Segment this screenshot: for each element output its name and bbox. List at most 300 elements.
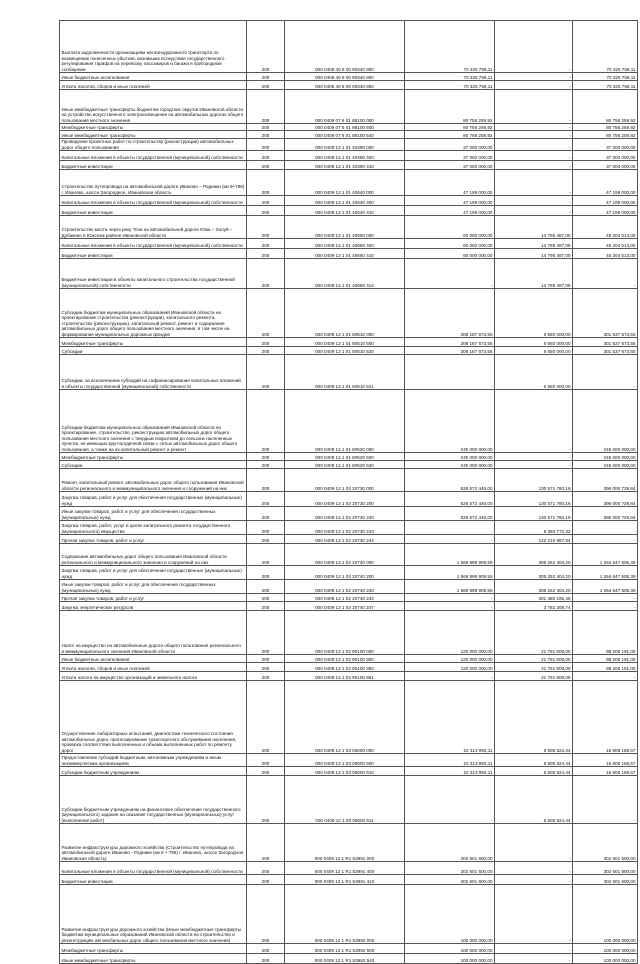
row-approved-cell: 47 199 000,00: [405, 206, 495, 216]
row-name-cell: Иные межбюджетные трансферты бюджетам городских округов Ивановской области на устройство искусственного электроосвещения на автомобильных дорогах общего пользования местного значения: [60, 90, 247, 124]
row-executed-cell: -: [495, 453, 573, 461]
row-remaining-cell: 301 537 673,55: [573, 338, 638, 347]
row-name-cell: Строительство моста через реку Теза на автомобильной дороге Южа – Холуй – Дубакино в Южском районе Ивановской области: [60, 216, 247, 239]
row-approved-cell: 120 000 000,00: [405, 663, 495, 672]
row-code-cell: 200: [247, 73, 285, 81]
row-code-cell: 200: [247, 355, 285, 390]
row-classification-cell: 000 0409 12 1 02 90100 000: [285, 611, 405, 655]
row-classification-cell: 000 0409 12 1 01 40640 400: [285, 196, 405, 206]
row-approved-cell: 1 569 899 909,59: [405, 566, 495, 580]
row-remaining-cell: 98 208 191,00: [573, 663, 638, 672]
table-row: [60, 239, 638, 249]
row-approved-cell: 37 000 000,00: [405, 151, 495, 161]
row-executed-cell: 21 791 809,00: [495, 672, 573, 681]
row-remaining-cell: 1 264 647 505,39: [573, 566, 638, 580]
row-remaining-cell: 100 000 000,00: [573, 944, 638, 954]
row-code-cell: 200: [247, 580, 285, 594]
row-executed-cell: 301 480 195,46: [495, 594, 573, 602]
row-name-cell: Субсидии, за исключением субсидий на софинансирование капитальных вложений в объекты государственной (муниципальной) собственности: [60, 355, 247, 390]
table-row: [60, 249, 638, 259]
row-classification-cell: 000 0409 12 1 02 20730 000: [285, 469, 405, 492]
row-approved-cell: 22 313 993,11: [405, 767, 495, 776]
row-name-cell: Проведение проектных работ по строительству (реконструкции) автомобильных дорог общего пользования: [60, 139, 247, 151]
row-executed-cell: -: [495, 862, 573, 875]
row-classification-cell: 000 0409 12 1 01 80510 000: [285, 289, 405, 338]
row-approved-cell: 37 000 000,00: [405, 161, 495, 170]
row-executed-cell: 14 795 487,00: [495, 239, 573, 249]
row-name-cell: Субсидии: [60, 461, 247, 469]
row-executed-cell: -: [495, 90, 573, 124]
row-name-cell: Капитальные вложения в объекты государственной (муниципальной) собственности: [60, 862, 247, 875]
row-classification-cell: 000 0409 12 1 03 06600 611: [285, 776, 405, 824]
table-row: [60, 461, 638, 469]
table-row: [60, 672, 638, 681]
row-code-cell: 200: [247, 170, 285, 196]
row-executed-cell: -: [495, 73, 573, 81]
row-remaining-cell: 37 000 000,00: [573, 139, 638, 151]
table-row: [60, 875, 638, 885]
table-row: [60, 521, 638, 535]
row-code-cell: 200: [247, 131, 285, 139]
row-remaining-cell: 70 325 758,11: [573, 81, 638, 90]
row-name-cell: Бюджетные инвестиции: [60, 875, 247, 885]
row-executed-cell: -: [495, 21, 573, 73]
row-classification-cell: 000 0409 07 6 01 88100 000: [285, 90, 405, 124]
row-name-cell: Межбюджетные трансферты: [60, 124, 247, 131]
row-classification-cell: 000 0409 12 1 01 80520 000: [285, 390, 405, 453]
table-row: [60, 139, 638, 151]
row-code-cell: 200: [247, 594, 285, 602]
row-classification-cell: 000 0409 12 1 01 40640 410: [285, 206, 405, 216]
row-executed-cell: 6 650 000,00: [495, 338, 573, 347]
row-name-cell: Ремонт, капитальный ремонт автомобильных дорог общего пользования Ивановской области регионального и межмуниципального значения и сооружений на них: [60, 469, 247, 492]
row-executed-cell: 5 505 824,44: [495, 754, 573, 767]
row-approved-cell: 70 325 758,11: [405, 73, 495, 81]
row-classification-cell: 000 0408 40 9 00 90340 850: [285, 81, 405, 90]
row-approved-cell: -: [405, 355, 495, 390]
row-code-cell: 200: [247, 390, 285, 453]
row-code-cell: 200: [247, 681, 285, 754]
row-executed-cell: -: [495, 151, 573, 161]
table-row: [60, 954, 638, 964]
row-code-cell: 200: [247, 249, 285, 259]
row-classification-cell: 000 0409 12 1 01 80510 520: [285, 347, 405, 355]
row-name-cell: Закупка товаров, работ и услуг для обеспечения государственных (муниципальных) нужд: [60, 566, 247, 580]
row-executed-cell: -: [495, 944, 573, 954]
table-row: [60, 535, 638, 544]
row-code-cell: 200: [247, 521, 285, 535]
row-code-cell: 200: [247, 954, 285, 964]
table-row: [60, 21, 638, 73]
row-name-cell: Иные межбюджетные трансферты: [60, 131, 247, 139]
row-remaining-cell: 301 537 673,55: [573, 289, 638, 338]
row-approved-cell: 120 000 000,00: [405, 611, 495, 655]
row-classification-cell: 000 0409 12 1 R1 53992 540: [285, 954, 405, 964]
row-approved-cell: 308 187 673,55: [405, 338, 495, 347]
row-approved-cell: 120 000 000,00: [405, 655, 495, 663]
row-executed-cell: -: [495, 390, 573, 453]
row-remaining-cell: 100 000 000,00: [573, 885, 638, 944]
row-remaining-cell: -: [573, 535, 638, 544]
table-row: [60, 161, 638, 170]
row-remaining-cell: -: [573, 672, 638, 681]
row-name-cell: Содержание автомобильных дорог общего пользования Ивановской области регионального и межмуниципального значения и сооружений на них: [60, 544, 247, 566]
row-classification-cell: 000 0409 12 1 R1 53991 410: [285, 875, 405, 885]
row-remaining-cell: 396 000 729,84: [573, 507, 638, 521]
row-executed-cell: 5 505 824,44: [495, 767, 573, 776]
row-name-cell: Межбюджетные трансферты: [60, 453, 247, 461]
row-remaining-cell: 396 000 729,84: [573, 492, 638, 507]
row-executed-cell: -: [495, 461, 573, 469]
row-approved-cell: 22 313 993,11: [405, 754, 495, 767]
row-approved-cell: 245 000 000,00: [405, 453, 495, 461]
row-approved-cell: 60 000 000,00: [405, 239, 495, 249]
row-executed-cell: 6 650 000,00: [495, 289, 573, 338]
row-executed-cell: -: [495, 131, 573, 139]
row-name-cell: Выплата задолженности организациям железнодорожного транспорта по возмещению понесенных убытков, возникших вследствие государственного регулирования тарифов на перевозку пассажиров и багажа в пригородном сообщении: [60, 21, 247, 73]
row-remaining-cell: 245 000 000,00: [573, 453, 638, 461]
row-code-cell: 200: [247, 492, 285, 507]
row-name-cell: Бюджетные инвестиции: [60, 161, 247, 170]
table-row: [60, 124, 638, 131]
row-classification-cell: 000 0409 07 6 01 88100 500: [285, 124, 405, 131]
row-remaining-cell: -: [573, 521, 638, 535]
row-code-cell: 200: [247, 21, 285, 73]
row-executed-cell: 14 795 487,00: [495, 216, 573, 239]
row-code-cell: 200: [247, 672, 285, 681]
row-name-cell: Прочая закупка товаров, работ и услуг: [60, 594, 247, 602]
table-row: [60, 681, 638, 754]
row-classification-cell: 000 0409 12 1 02 20740 244: [285, 594, 405, 602]
row-classification-cell: 000 0409 07 6 01 88100 540: [285, 131, 405, 139]
table-row: [60, 81, 638, 90]
row-approved-cell: 47 199 000,00: [405, 196, 495, 206]
table-row: [60, 259, 638, 289]
row-approved-cell: 526 572 446,00: [405, 507, 495, 521]
row-executed-cell: -: [495, 81, 573, 90]
row-name-cell: Капитальные вложения в объекты государственной (муниципальной) собственности: [60, 196, 247, 206]
row-remaining-cell: -: [573, 602, 638, 611]
row-remaining-cell: 16 808 168,67: [573, 681, 638, 754]
table-row: [60, 776, 638, 824]
row-code-cell: 200: [247, 862, 285, 875]
row-approved-cell: 308 187 673,55: [405, 289, 495, 338]
row-executed-cell: 122 210 987,84: [495, 535, 573, 544]
table-row: [60, 663, 638, 672]
row-approved-cell: 80 756 259,92: [405, 131, 495, 139]
row-remaining-cell: 245 000 000,00: [573, 390, 638, 453]
row-approved-cell: 526 572 446,00: [405, 492, 495, 507]
row-executed-cell: 8 360 772,32: [495, 521, 573, 535]
row-executed-cell: 6 650 000,00: [495, 355, 573, 390]
row-name-cell: Уплата налогов, сборов и иных платежей: [60, 663, 247, 672]
row-name-cell: Иные закупки товаров, работ и услуг для обеспечения государственных (муниципальных) нужд: [60, 580, 247, 594]
row-code-cell: 200: [247, 944, 285, 954]
row-approved-cell: 302 601 600,00: [405, 862, 495, 875]
row-executed-cell: -: [495, 170, 573, 196]
row-remaining-cell: 70 325 758,11: [573, 73, 638, 81]
row-executed-cell: -: [495, 824, 573, 862]
row-remaining-cell: -: [573, 776, 638, 824]
row-classification-cell: 000 0409 12 1 02 20730 200: [285, 492, 405, 507]
table-row: [60, 196, 638, 206]
row-executed-cell: -: [495, 161, 573, 170]
row-classification-cell: 000 0409 12 1 01 40640 000: [285, 170, 405, 196]
table-row: [60, 170, 638, 196]
row-name-cell: Закупка энергетических ресурсов: [60, 602, 247, 611]
row-remaining-cell: 301 537 673,55: [573, 347, 638, 355]
row-approved-cell: 60 000 000,00: [405, 216, 495, 239]
row-executed-cell: 130 571 760,16: [495, 469, 573, 492]
table-row: [60, 469, 638, 492]
row-code-cell: 200: [247, 206, 285, 216]
row-approved-cell: 47 199 000,00: [405, 170, 495, 196]
row-classification-cell: 000 0409 12 1 01 40660 000: [285, 216, 405, 239]
row-executed-cell: 5 505 824,44: [495, 681, 573, 754]
row-approved-cell: 60 000 000,00: [405, 249, 495, 259]
row-approved-cell: 100 000 000,00: [405, 885, 495, 944]
row-classification-cell: 000 0409 12 1 02 20730 244: [285, 535, 405, 544]
table-row: [60, 767, 638, 776]
row-executed-cell: -: [495, 206, 573, 216]
row-classification-cell: 000 0408 40 9 00 90340 800: [285, 73, 405, 81]
row-executed-cell: 21 791 809,00: [495, 611, 573, 655]
row-remaining-cell: 47 199 000,00: [573, 206, 638, 216]
row-code-cell: 200: [247, 602, 285, 611]
row-name-cell: Налог на имущество на автомобильные дороги общего пользования регионального и межмуниципального значения Ивановской области: [60, 611, 247, 655]
row-executed-cell: 130 571 760,16: [495, 507, 573, 521]
table-row: [60, 206, 638, 216]
row-approved-cell: -: [405, 672, 495, 681]
row-name-cell: Иные межбюджетные трансферты: [60, 954, 247, 964]
row-name-cell: Осуществление лабораторных испытаний, диагностики технического состояния автомобильных дорог, прогнозирование транспортного обслуживания населения, проверка соответствия выполненных и объема выполненных работ по ремонту дорог: [60, 681, 247, 754]
row-name-cell: Капитальные вложения в объекты государственной (муниципальной) собственности: [60, 239, 247, 249]
table-row: [60, 131, 638, 139]
row-approved-cell: 302 601 600,00: [405, 824, 495, 862]
table-row: [60, 390, 638, 453]
row-classification-cell: 000 0409 12 1 R1 53991 000: [285, 824, 405, 862]
table-row: [60, 602, 638, 611]
row-code-cell: 200: [247, 196, 285, 206]
row-classification-cell: 000 0409 12 1 R1 53992 000: [285, 885, 405, 944]
row-remaining-cell: -: [573, 259, 638, 289]
row-name-cell: Уплата налога на имущество организаций и земельного налога: [60, 672, 247, 681]
row-approved-cell: 70 325 758,11: [405, 21, 495, 73]
row-code-cell: 200: [247, 139, 285, 151]
row-remaining-cell: 47 199 000,00: [573, 196, 638, 206]
table-row: [60, 885, 638, 944]
row-code-cell: 200: [247, 767, 285, 776]
row-classification-cell: 000 0409 12 1 02 20740 200: [285, 566, 405, 580]
row-remaining-cell: 37 000 000,00: [573, 151, 638, 161]
table-row: [60, 338, 638, 347]
table-row: [60, 544, 638, 566]
row-name-cell: Субсидии: [60, 347, 247, 355]
row-approved-cell: 526 572 446,00: [405, 469, 495, 492]
row-code-cell: 200: [247, 566, 285, 580]
row-classification-cell: 000 0409 12 1 R1 53992 500: [285, 944, 405, 954]
row-code-cell: 200: [247, 161, 285, 170]
table-row: [60, 453, 638, 461]
row-name-cell: Строительство путепровода на автомобильной дороге Иваново – Родники (км 9+798) г. Иваново, шоссе Загородное, Ивановская область: [60, 170, 247, 196]
table-row: [60, 492, 638, 507]
table-row: [60, 655, 638, 663]
row-executed-cell: -: [495, 139, 573, 151]
row-approved-cell: -: [405, 259, 495, 289]
row-remaining-cell: 98 208 191,00: [573, 611, 638, 655]
table-row: [60, 151, 638, 161]
row-code-cell: 200: [247, 754, 285, 767]
row-executed-cell: 3 782 208,74: [495, 602, 573, 611]
row-executed-cell: 5 505 824,44: [495, 776, 573, 824]
row-code-cell: 200: [247, 875, 285, 885]
row-code-cell: 200: [247, 469, 285, 492]
row-classification-cell: 000 0409 12 1 01 40390 410: [285, 161, 405, 170]
row-remaining-cell: 37 000 000,00: [573, 161, 638, 170]
row-name-cell: Бюджетные инвестиции: [60, 249, 247, 259]
row-remaining-cell: 302 601 600,00: [573, 824, 638, 862]
row-remaining-cell: -: [573, 355, 638, 390]
table-row: [60, 566, 638, 580]
row-name-cell: Субсидии бюджетным учреждениям на финансовое обеспечение государственного (муниципального) задания на оказание государственных (муниципальных) услуг (выполнение работ): [60, 776, 247, 824]
row-classification-cell: 000 0409 12 1 01 80520 500: [285, 453, 405, 461]
row-remaining-cell: 100 000 000,00: [573, 954, 638, 964]
row-approved-cell: 1 569 899 909,59: [405, 580, 495, 594]
row-remaining-cell: 70 325 758,11: [573, 21, 638, 73]
row-classification-cell: 000 0409 12 1 01 40660 410: [285, 249, 405, 259]
row-classification-cell: 000 0409 12 1 01 40660 414: [285, 259, 405, 289]
row-classification-cell: 000 0409 12 1 R1 53991 400: [285, 862, 405, 875]
row-approved-cell: 22 313 993,11: [405, 681, 495, 754]
row-executed-cell: 6 650 000,00: [495, 347, 573, 355]
row-approved-cell: -: [405, 594, 495, 602]
row-name-cell: Развитие инфраструктуры дорожного хозяйства (Строительство путепровода на автомобильной дороге Иваново - Родники (км 9 + 798) г. Иваново, шоссе Загородное, Ивановская область): [60, 824, 247, 862]
row-name-cell: Закупка товаров, работ и услуг для обеспечения государственных (муниципальных) нужд: [60, 492, 247, 507]
row-executed-cell: 14 795 487,00: [495, 249, 573, 259]
row-code-cell: 200: [247, 776, 285, 824]
row-remaining-cell: 80 756 259,92: [573, 131, 638, 139]
row-approved-cell: 70 325 758,11: [405, 81, 495, 90]
row-executed-cell: 305 252 404,20: [495, 566, 573, 580]
row-approved-cell: -: [405, 535, 495, 544]
row-code-cell: 200: [247, 453, 285, 461]
row-remaining-cell: 80 756 259,92: [573, 124, 638, 131]
row-classification-cell: 000 0409 12 1 02 90100 851: [285, 672, 405, 681]
row-name-cell: Закупка товаров, работ, услуг в целях капитального ремонта государственного (муниципального) имущества: [60, 521, 247, 535]
row-remaining-cell: 302 601 600,00: [573, 862, 638, 875]
row-name-cell: Субсидии бюджетам муниципальных образований Ивановской области на проектирование, строительство, реконструкцию автомобильных дорог общего пользования местного значения с твердым покрытием до сельских населенных пунктов, не имеющих круглогодичной связи с сетью автомобильных дорог общего пользования, а также на их капитальный ремонт и ремонт: [60, 390, 247, 453]
row-approved-cell: -: [405, 521, 495, 535]
row-approved-cell: 100 000 000,00: [405, 944, 495, 954]
row-classification-cell: 000 0409 12 1 02 20730 243: [285, 521, 405, 535]
budget-table: [59, 20, 638, 964]
row-classification-cell: 000 0409 12 1 02 20740 000: [285, 544, 405, 566]
row-classification-cell: 000 0409 12 1 03 06600 600: [285, 754, 405, 767]
row-remaining-cell: 302 601 600,00: [573, 875, 638, 885]
row-executed-cell: -: [495, 885, 573, 944]
row-remaining-cell: 16 808 168,67: [573, 754, 638, 767]
table-row: [60, 944, 638, 954]
row-executed-cell: 21 791 809,00: [495, 655, 573, 663]
row-classification-cell: 000 0408 40 9 00 90340 800: [285, 21, 405, 73]
row-code-cell: 200: [247, 535, 285, 544]
row-remaining-cell: 1 264 647 505,39: [573, 544, 638, 566]
row-executed-cell: -: [495, 875, 573, 885]
row-code-cell: 200: [247, 90, 285, 124]
row-remaining-cell: 45 204 513,00: [573, 239, 638, 249]
row-remaining-cell: 47 199 000,00: [573, 170, 638, 196]
row-executed-cell: 21 791 809,00: [495, 663, 573, 672]
row-executed-cell: -: [495, 196, 573, 206]
row-code-cell: 200: [247, 259, 285, 289]
row-classification-cell: 000 0409 12 1 02 20740 240: [285, 580, 405, 594]
row-executed-cell: 14 795 487,00: [495, 259, 573, 289]
table-row: [60, 73, 638, 81]
row-code-cell: 200: [247, 663, 285, 672]
table-row: [60, 507, 638, 521]
row-classification-cell: 000 0409 12 1 01 80510 521: [285, 355, 405, 390]
table-row: [60, 347, 638, 355]
table-row: [60, 611, 638, 655]
table-row: [60, 824, 638, 862]
row-remaining-cell: 80 756 259,92: [573, 90, 638, 124]
row-name-cell: Иные бюджетные ассигнования: [60, 73, 247, 81]
table-row: [60, 355, 638, 390]
row-classification-cell: 000 0409 12 1 03 06600 000: [285, 681, 405, 754]
row-name-cell: Субсидии бюджетным учреждениям: [60, 767, 247, 776]
row-approved-cell: 1 569 899 909,59: [405, 544, 495, 566]
row-classification-cell: 000 0409 12 1 01 80520 520: [285, 461, 405, 469]
row-name-cell: Межбюджетные трансферты: [60, 338, 247, 347]
row-remaining-cell: 396 000 729,84: [573, 469, 638, 492]
row-executed-cell: -: [495, 124, 573, 131]
row-code-cell: 200: [247, 544, 285, 566]
row-name-cell: Развитие инфраструктуры дорожного хозяйства (Иные межбюджетные трансферты бюджетам муниципальных образований Ивановской области на строительство и реконструкцию автомобильных дорог общего пользования местного значения): [60, 885, 247, 944]
row-remaining-cell: 1 264 647 505,39: [573, 580, 638, 594]
row-classification-cell: 000 0409 12 1 02 20730 240: [285, 507, 405, 521]
row-classification-cell: 000 0409 12 1 01 40660 400: [285, 239, 405, 249]
row-classification-cell: 000 0409 12 1 01 80510 500: [285, 338, 405, 347]
table-row: [60, 216, 638, 239]
row-name-cell: Уплата налогов, сборов и иных платежей: [60, 81, 247, 90]
row-code-cell: 200: [247, 338, 285, 347]
row-code-cell: 200: [247, 885, 285, 944]
row-approved-cell: -: [405, 602, 495, 611]
row-name-cell: Субсидии бюджетам муниципальных образований Ивановской области на проектирование строительства (реконструкции), капитального ремонта, строительство (реконструкцию), капитальный ремонт, ремонт и содержание автомобильных дорог общего пользования местного значения, в том числе на формирование муниципальных дорожных фондов: [60, 289, 247, 338]
row-code-cell: 200: [247, 824, 285, 862]
row-approved-cell: 100 000 000,00: [405, 954, 495, 964]
row-approved-cell: 308 187 673,55: [405, 347, 495, 355]
row-code-cell: 200: [247, 216, 285, 239]
table-row: [60, 580, 638, 594]
row-classification-cell: 000 0409 12 1 01 40390 400: [285, 151, 405, 161]
row-remaining-cell: 16 808 168,67: [573, 767, 638, 776]
row-name-cell: Предоставление субсидий бюджетным, автономным учреждениям и иным некоммерческим организациям: [60, 754, 247, 767]
row-remaining-cell: 245 000 000,00: [573, 461, 638, 469]
row-executed-cell: -: [495, 954, 573, 964]
table-row: [60, 594, 638, 602]
row-name-cell: Бюджетные инвестиции в объекты капитального строительства государственной (муниципальной) собственности: [60, 259, 247, 289]
row-code-cell: 200: [247, 81, 285, 90]
row-code-cell: 200: [247, 151, 285, 161]
table-row: [60, 862, 638, 875]
row-remaining-cell: 98 208 191,00: [573, 655, 638, 663]
row-approved-cell: 245 000 000,00: [405, 390, 495, 453]
table-row: [60, 289, 638, 338]
row-classification-cell: 000 0409 12 1 02 20740 247: [285, 602, 405, 611]
row-code-cell: 200: [247, 124, 285, 131]
row-classification-cell: 000 0409 12 1 02 90100 800: [285, 655, 405, 663]
